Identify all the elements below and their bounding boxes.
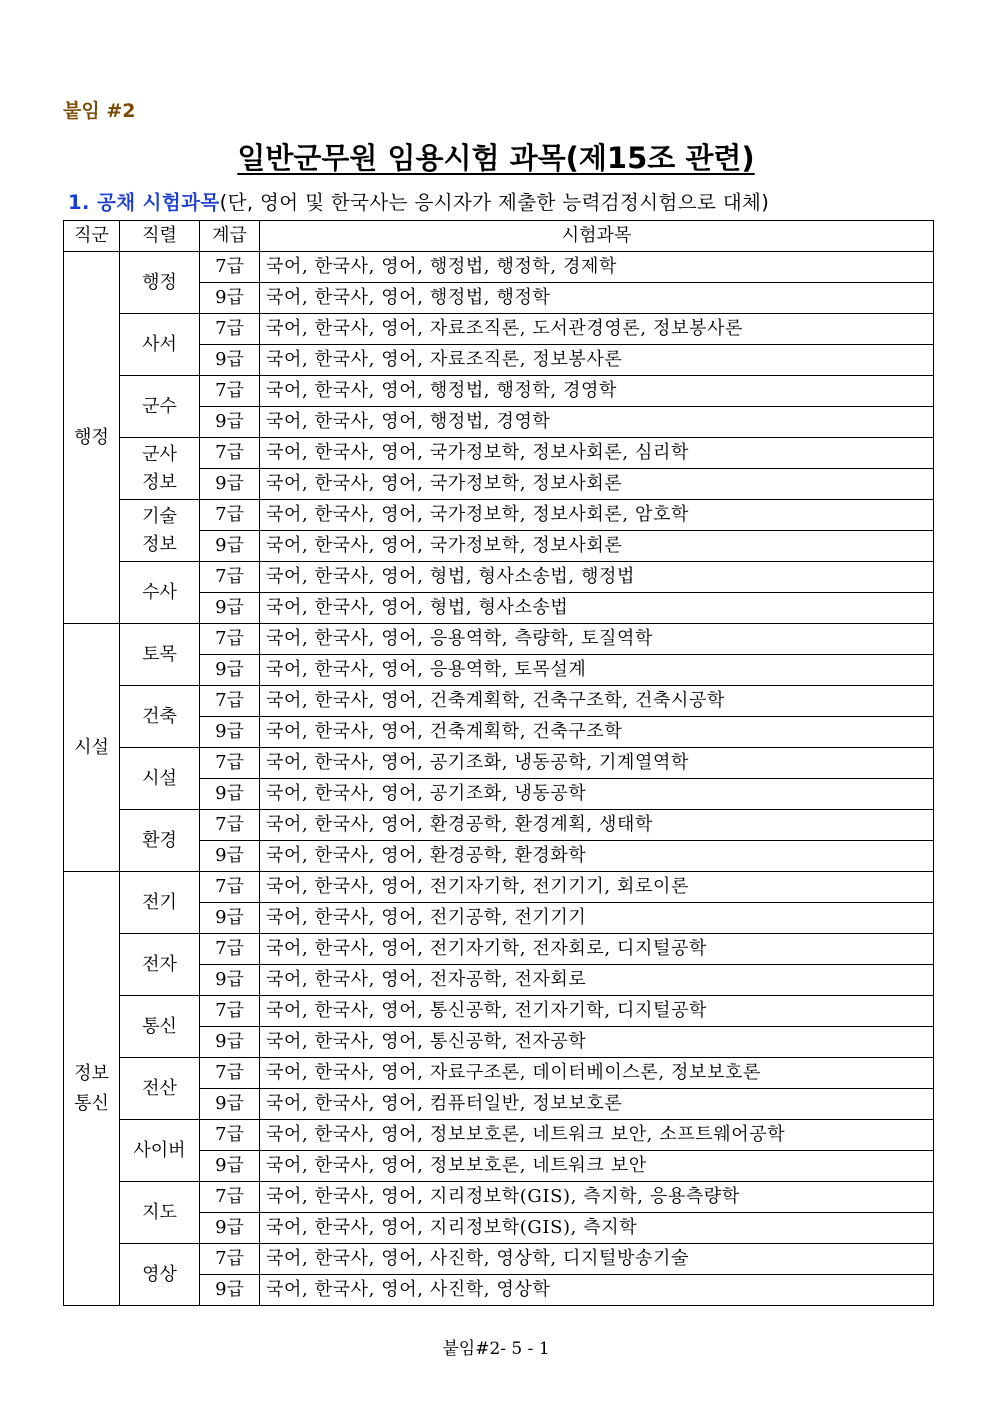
table-row [64, 748, 934, 779]
subjects-cell: 국어, 한국사, 영어, 지리정보학(GIS), 측지학, 응용측량학 [260, 1182, 934, 1213]
table-row [64, 624, 934, 655]
job-series-cell: 영상 [120, 1244, 200, 1306]
document-title: 일반군무원 임용시험 과목(제15조 관련) [237, 141, 755, 175]
table-row [64, 1182, 934, 1213]
subjects-cell: 국어, 한국사, 영어, 국가정보학, 정보사회론, 심리학 [260, 438, 934, 469]
grade-cell: 7급 [200, 314, 260, 345]
subjects-cell: 국어, 한국사, 영어, 응용역학, 측량학, 토질역학 [260, 624, 934, 655]
grade-cell: 9급 [200, 655, 260, 686]
subjects-cell: 국어, 한국사, 영어, 정보보호론, 네트워크 보안 [260, 1151, 934, 1182]
grade-cell: 7급 [200, 562, 260, 593]
grade-cell: 9급 [200, 717, 260, 748]
grade-cell: 9급 [200, 965, 260, 996]
subjects-cell: 국어, 한국사, 영어, 건축계획학, 건축구조학, 건축시공학 [260, 686, 934, 717]
section-note: (단, 영어 및 한국사는 응시자가 제출한 능력검정시험으로 대체) [219, 191, 770, 214]
subjects-cell: 국어, 한국사, 영어, 전자공학, 전자회로 [260, 965, 934, 996]
table-row [64, 1244, 934, 1275]
subjects-cell: 국어, 한국사, 영어, 공기조화, 냉동공학, 기계열역학 [260, 748, 934, 779]
job-series-cell: 통신 [120, 996, 200, 1058]
grade-cell: 9급 [200, 593, 260, 624]
job-series-cell: 군수 [120, 376, 200, 438]
table-row [64, 562, 934, 593]
subjects-cell: 국어, 한국사, 영어, 응용역학, 토목설계 [260, 655, 934, 686]
subjects-cell: 국어, 한국사, 영어, 환경공학, 환경계획, 생태학 [260, 810, 934, 841]
table-row [64, 376, 934, 407]
job-group-cell: 정보 통신 [64, 872, 120, 1306]
grade-cell: 7급 [200, 934, 260, 965]
subjects-cell: 국어, 한국사, 영어, 자료구조론, 데이터베이스론, 정보보호론 [260, 1058, 934, 1089]
section-number-title: 1. 공채 시험과목 [68, 191, 220, 214]
grade-cell: 9급 [200, 903, 260, 934]
subjects-cell: 국어, 한국사, 영어, 국가정보학, 정보사회론 [260, 469, 934, 500]
table-row [64, 686, 934, 717]
grade-cell: 9급 [200, 1027, 260, 1058]
grade-cell: 7급 [200, 252, 260, 283]
header-job-group: 직군 [64, 221, 120, 252]
table-row [64, 252, 934, 283]
grade-cell: 9급 [200, 283, 260, 314]
subjects-cell: 국어, 한국사, 영어, 환경공학, 환경화학 [260, 841, 934, 872]
subjects-cell: 국어, 한국사, 영어, 공기조화, 냉동공학 [260, 779, 934, 810]
subjects-cell: 국어, 한국사, 영어, 건축계획학, 건축구조학 [260, 717, 934, 748]
job-group-cell: 시설 [64, 624, 120, 872]
subjects-cell: 국어, 한국사, 영어, 전기공학, 전기기기 [260, 903, 934, 934]
table-row [64, 1120, 934, 1151]
job-series-cell: 토목 [120, 624, 200, 686]
table-row [64, 810, 934, 841]
subjects-cell: 국어, 한국사, 영어, 사진학, 영상학 [260, 1275, 934, 1306]
job-series-cell: 행정 [120, 252, 200, 314]
grade-cell: 7급 [200, 686, 260, 717]
subjects-cell: 국어, 한국사, 영어, 전기자기학, 전기기기, 회로이론 [260, 872, 934, 903]
job-series-cell: 전산 [120, 1058, 200, 1120]
grade-cell: 7급 [200, 872, 260, 903]
subjects-cell: 국어, 한국사, 영어, 행정법, 경영학 [260, 407, 934, 438]
grade-cell: 7급 [200, 376, 260, 407]
table-row [64, 872, 934, 903]
subjects-cell: 국어, 한국사, 영어, 전기자기학, 전자회로, 디지털공학 [260, 934, 934, 965]
job-series-cell: 지도 [120, 1182, 200, 1244]
subjects-cell: 국어, 한국사, 영어, 지리정보학(GIS), 측지학 [260, 1213, 934, 1244]
grade-cell: 9급 [200, 345, 260, 376]
subjects-cell: 국어, 한국사, 영어, 행정법, 행정학, 경제학 [260, 252, 934, 283]
subjects-cell: 국어, 한국사, 영어, 자료조직론, 도서관경영론, 정보봉사론 [260, 314, 934, 345]
grade-cell: 7급 [200, 1120, 260, 1151]
table-header-row [64, 221, 934, 252]
subjects-cell: 국어, 한국사, 영어, 자료조직론, 정보봉사론 [260, 345, 934, 376]
grade-cell: 9급 [200, 1151, 260, 1182]
job-series-cell: 사이버 [120, 1120, 200, 1182]
job-series-cell: 사서 [120, 314, 200, 376]
table-row [64, 500, 934, 531]
job-series-cell: 전기 [120, 872, 200, 934]
grade-cell: 7급 [200, 500, 260, 531]
subjects-cell: 국어, 한국사, 영어, 행정법, 행정학 [260, 283, 934, 314]
grade-cell: 7급 [200, 624, 260, 655]
subjects-cell: 국어, 한국사, 영어, 사진학, 영상학, 디지털방송기술 [260, 1244, 934, 1275]
table-row [64, 996, 934, 1027]
job-series-cell: 전자 [120, 934, 200, 996]
grade-cell: 9급 [200, 1213, 260, 1244]
grade-cell: 9급 [200, 841, 260, 872]
attachment-label: 붙임 #2 [63, 100, 136, 122]
subjects-cell: 국어, 한국사, 영어, 컴퓨터일반, 정보보호론 [260, 1089, 934, 1120]
grade-cell: 7급 [200, 810, 260, 841]
exam-subjects-table [63, 220, 934, 1306]
job-series-cell: 시설 [120, 748, 200, 810]
subjects-cell: 국어, 한국사, 영어, 국가정보학, 정보사회론 [260, 531, 934, 562]
table-row [64, 934, 934, 965]
job-series-cell: 건축 [120, 686, 200, 748]
job-series-cell: 기술 정보 [120, 500, 200, 562]
grade-cell: 7급 [200, 1058, 260, 1089]
grade-cell: 9급 [200, 1275, 260, 1306]
job-series-cell: 환경 [120, 810, 200, 872]
grade-cell: 7급 [200, 438, 260, 469]
grade-cell: 7급 [200, 1244, 260, 1275]
grade-cell: 9급 [200, 469, 260, 500]
subjects-cell: 국어, 한국사, 영어, 형법, 형사소송법, 행정법 [260, 562, 934, 593]
section-heading [68, 187, 769, 215]
grade-cell: 7급 [200, 748, 260, 779]
header-subjects: 시험과목 [260, 221, 934, 252]
grade-cell: 9급 [200, 1089, 260, 1120]
job-group-cell: 행정 [64, 252, 120, 624]
job-series-cell: 수사 [120, 562, 200, 624]
grade-cell: 9급 [200, 779, 260, 810]
grade-cell: 9급 [200, 407, 260, 438]
job-series-cell: 군사 정보 [120, 438, 200, 500]
subjects-cell: 국어, 한국사, 영어, 형법, 형사소송법 [260, 593, 934, 624]
subjects-cell: 국어, 한국사, 영어, 정보보호론, 네트워크 보안, 소프트웨어공학 [260, 1120, 934, 1151]
table-row [64, 314, 934, 345]
subjects-cell: 국어, 한국사, 영어, 행정법, 행정학, 경영학 [260, 376, 934, 407]
grade-cell: 7급 [200, 1182, 260, 1213]
table-row [64, 1058, 934, 1089]
header-job-series: 직렬 [120, 221, 200, 252]
page-footer: 붙임#2- 5 - 1 [442, 1339, 550, 1359]
header-grade: 계급 [200, 221, 260, 252]
subjects-cell: 국어, 한국사, 영어, 통신공학, 전기자기학, 디지털공학 [260, 996, 934, 1027]
grade-cell: 9급 [200, 531, 260, 562]
table-row [64, 438, 934, 469]
grade-cell: 7급 [200, 996, 260, 1027]
table-body [64, 252, 934, 1306]
subjects-cell: 국어, 한국사, 영어, 국가정보학, 정보사회론, 암호학 [260, 500, 934, 531]
subjects-cell: 국어, 한국사, 영어, 통신공학, 전자공학 [260, 1027, 934, 1058]
